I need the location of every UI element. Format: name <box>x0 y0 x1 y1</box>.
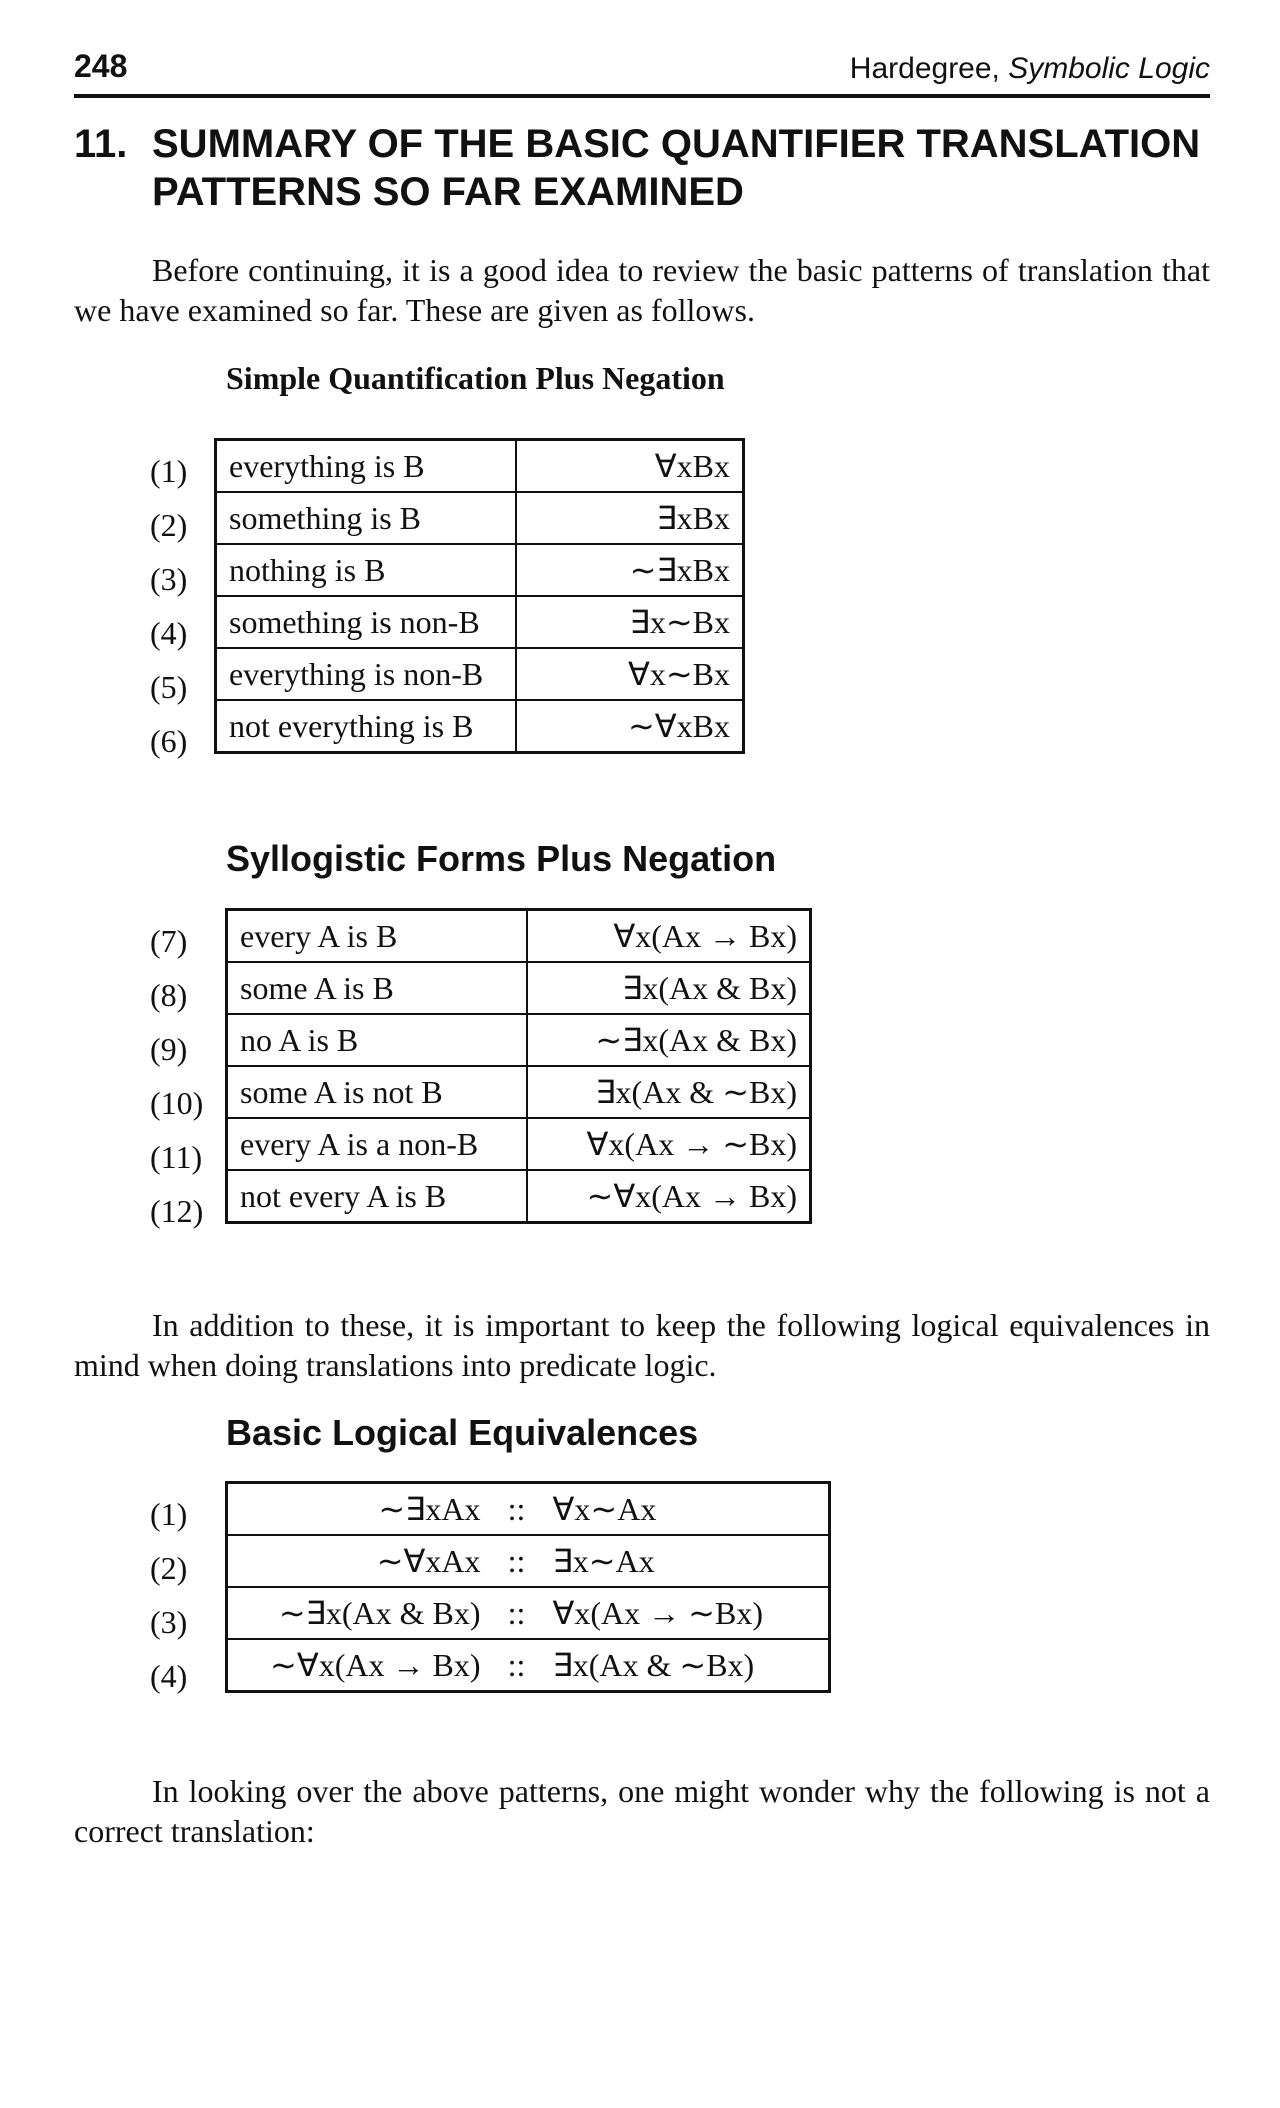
row-number: (1) <box>150 1496 188 1532</box>
closing-paragraph <box>74 1771 1210 1851</box>
english-cell: some A is not B <box>227 1066 527 1118</box>
table-row <box>227 1014 811 1066</box>
intro-paragraph-text: Before continuing, it is a good idea to review the basic patterns of translation that we have examined so far. These are given as follows. <box>74 252 1210 328</box>
equivalence-left-cell: ∼∃x(Ax & Bx) <box>227 1587 481 1639</box>
table-row <box>216 648 744 700</box>
table-row <box>227 1587 830 1639</box>
middle-paragraph-text: In addition to these, it is important to keep the following logical equivalences in mind when doing translations into predicate logic. <box>74 1307 1210 1383</box>
row-number: (4) <box>150 1658 188 1694</box>
row-number: (1) <box>150 453 188 489</box>
simple-quantification-table <box>214 438 745 754</box>
row-number: (2) <box>150 1550 188 1586</box>
table-row <box>227 1483 830 1536</box>
table-row <box>227 962 811 1014</box>
english-cell: every A is B <box>227 910 527 963</box>
formula-cell: ∼∃xBx <box>516 544 744 596</box>
formula-cell: ∃x∼Bx <box>516 596 744 648</box>
syllogistic-forms-table <box>225 908 812 1224</box>
equivalence-separator: :: <box>481 1587 553 1639</box>
english-cell: no A is B <box>227 1014 527 1066</box>
equivalence-right-cell: ∀x(Ax → ∼Bx) <box>553 1587 830 1639</box>
english-cell: something is B <box>216 492 516 544</box>
table-row <box>216 596 744 648</box>
table-row <box>227 1066 811 1118</box>
table-row <box>216 492 744 544</box>
english-cell: something is non-B <box>216 596 516 648</box>
page-number: 248 <box>74 48 128 84</box>
row-number: (3) <box>150 1604 188 1640</box>
row-number: (5) <box>150 669 188 705</box>
table-row <box>227 1535 830 1587</box>
row-number: (3) <box>150 561 188 597</box>
equivalence-right-cell: ∀x∼Ax <box>553 1483 830 1536</box>
row-number: (9) <box>150 1031 188 1067</box>
formula-cell: ∀x(Ax → ∼Bx) <box>527 1118 811 1170</box>
equivalence-right-cell: ∃x∼Ax <box>553 1535 830 1587</box>
formula-cell: ∃x(Ax & Bx) <box>527 962 811 1014</box>
english-cell: every A is a non-B <box>227 1118 527 1170</box>
english-cell: everything is non-B <box>216 648 516 700</box>
row-number: (10) <box>150 1085 204 1121</box>
formula-cell: ∀xBx <box>516 440 744 493</box>
syllogistic-table-heading: Syllogistic Forms Plus Negation <box>226 838 777 879</box>
row-number: (4) <box>150 615 188 651</box>
english-cell: not everything is B <box>216 700 516 753</box>
running-head <box>850 52 1210 86</box>
table-row <box>227 1170 811 1223</box>
english-cell: not every A is B <box>227 1170 527 1223</box>
row-number: (11) <box>150 1139 203 1175</box>
formula-cell: ∃xBx <box>516 492 744 544</box>
equivalence-left-cell: ∼∃xAx <box>227 1483 481 1536</box>
row-number: (2) <box>150 507 188 543</box>
english-cell: everything is B <box>216 440 516 493</box>
equivalence-left-cell: ∼∀x(Ax → Bx) <box>227 1639 481 1692</box>
equivalence-separator: :: <box>481 1639 553 1692</box>
section-title-text: SUMMARY OF THE BASIC QUANTIFIER TRANSLATION PATTERNS SO FAR EXAMINED <box>152 122 1201 214</box>
table-row <box>216 544 744 596</box>
formula-cell: ∀x(Ax → Bx) <box>527 910 811 963</box>
equivalence-separator: :: <box>481 1535 553 1587</box>
row-number: (8) <box>150 977 188 1013</box>
formula-cell: ∼∀x(Ax → Bx) <box>527 1170 811 1223</box>
table-row <box>227 910 811 963</box>
table-row <box>227 1639 830 1692</box>
english-cell: nothing is B <box>216 544 516 596</box>
running-head-author: Hardegree, <box>849 52 1000 85</box>
intro-paragraph <box>74 250 1210 330</box>
page-header <box>74 44 1210 98</box>
row-number: (6) <box>150 723 188 759</box>
english-cell: some A is B <box>227 962 527 1014</box>
running-head-book-title: Symbolic Logic <box>1008 52 1210 85</box>
table-row <box>216 440 744 493</box>
basic-logical-equivalences-table <box>225 1481 831 1693</box>
formula-cell: ∃x(Ax & ∼Bx) <box>527 1066 811 1118</box>
equivalence-separator: :: <box>481 1483 553 1536</box>
table-row <box>227 1118 811 1170</box>
row-number: (12) <box>150 1193 204 1229</box>
equivalence-left-cell: ∼∀xAx <box>227 1535 481 1587</box>
equivalence-right-cell: ∃x(Ax & ∼Bx) <box>553 1639 830 1692</box>
table-row <box>216 700 744 753</box>
middle-paragraph <box>74 1305 1210 1385</box>
formula-cell: ∼∀xBx <box>516 700 744 753</box>
equivalence-table-heading: Basic Logical Equivalences <box>226 1412 699 1453</box>
formula-cell: ∼∃x(Ax & Bx) <box>527 1014 811 1066</box>
formula-cell: ∀x∼Bx <box>516 648 744 700</box>
row-number: (7) <box>150 923 188 959</box>
closing-paragraph-text: In looking over the above patterns, one might wonder why the following is not a correct translation: <box>74 1773 1210 1849</box>
simple-table-heading: Simple Quantification Plus Negation <box>226 360 725 396</box>
section-number: 11. <box>74 122 128 166</box>
